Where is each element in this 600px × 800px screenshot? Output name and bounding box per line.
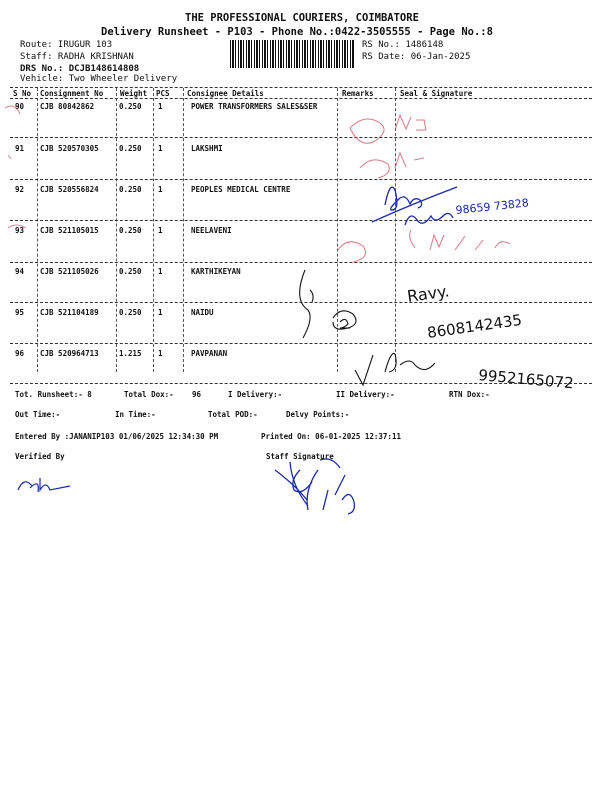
phone-row-96: 9952165072 bbox=[477, 366, 575, 393]
row-pcs: 1 bbox=[158, 267, 163, 276]
staff-label: Staff: RADHA KRISHNAN bbox=[20, 52, 134, 62]
row-pcs: 1 bbox=[158, 144, 163, 153]
row-consignment: CJB 520556824 bbox=[40, 185, 99, 194]
row-pcs: 1 bbox=[158, 102, 163, 111]
row-sno: 92 bbox=[15, 185, 25, 194]
column-divider bbox=[395, 88, 396, 372]
i-delivery: I Delivery:- bbox=[228, 390, 283, 399]
row-pcs: 1 bbox=[158, 349, 163, 358]
row-weight: 0.250 bbox=[119, 185, 142, 194]
out-time: Out Time:- bbox=[15, 410, 61, 419]
note-row-95: Ravy. bbox=[405, 281, 451, 306]
total-dox-label: Total Dox:- bbox=[124, 390, 174, 399]
row-weight: 0.250 bbox=[119, 102, 142, 111]
col-consignment: Consignment No bbox=[40, 89, 104, 98]
row-weight: 0.250 bbox=[119, 226, 142, 235]
row-sno: 95 bbox=[15, 308, 25, 317]
phone-row-95: 8608142435 bbox=[426, 310, 524, 342]
row-separator bbox=[10, 262, 592, 263]
row-consignee: NAIDU bbox=[191, 308, 214, 317]
phone-row-92: 98659 73828 bbox=[454, 196, 530, 217]
row-sno: 90 bbox=[15, 102, 25, 111]
column-divider bbox=[37, 88, 38, 372]
rs-date: RS Date: 06-Jan-2025 bbox=[362, 52, 471, 62]
row-sno: 94 bbox=[15, 267, 25, 276]
delvy-points: Delvy Points:- bbox=[286, 410, 350, 419]
row-separator bbox=[10, 220, 592, 221]
row-consignment: CJB 521105026 bbox=[40, 267, 99, 276]
row-consignment: CJB 521105015 bbox=[40, 226, 99, 235]
column-divider bbox=[337, 88, 338, 372]
drs-number: DRS No.: DCJB148614808 bbox=[20, 64, 140, 74]
rs-number: RS No.: 1486148 bbox=[362, 40, 444, 50]
row-consignee: KARTHIKEYAN bbox=[191, 267, 241, 276]
row-consignee: PAVPANAN bbox=[191, 349, 228, 358]
col-consignee: Consignee Details bbox=[187, 89, 264, 98]
rtn-dox: RTN Dox:- bbox=[449, 390, 490, 399]
table-bottom-rule bbox=[10, 383, 592, 384]
route-label: Route: IRUGUR 103 bbox=[20, 40, 113, 50]
verified-signature bbox=[18, 478, 70, 492]
col-seal-signature: Seal & Signature bbox=[400, 89, 473, 98]
ii-delivery: II Delivery:- bbox=[336, 390, 395, 399]
row-separator bbox=[10, 179, 592, 180]
row-consignment: CJB 521104189 bbox=[40, 308, 99, 317]
column-divider bbox=[116, 88, 117, 372]
row-consignee: PEOPLES MEDICAL CENTRE bbox=[191, 185, 291, 194]
row-consignment: CJB 520570305 bbox=[40, 144, 99, 153]
margin-mark bbox=[5, 106, 26, 228]
entered-by: Entered By :JANANIP103 01/06/2025 12:34:30 PM bbox=[15, 432, 219, 441]
col-weight: Weight bbox=[120, 89, 148, 98]
row-consignment: CJB 80842862 bbox=[40, 102, 95, 111]
row-separator bbox=[10, 137, 592, 138]
total-runsheet: Tot. Runsheet:- 8 bbox=[15, 390, 92, 399]
total-dox-value: 96 bbox=[192, 390, 202, 399]
column-divider bbox=[183, 88, 184, 372]
staff-signature-label: Staff Signature bbox=[266, 452, 334, 461]
row-pcs: 1 bbox=[158, 185, 163, 194]
row-consignee: LAKSHMI bbox=[191, 144, 223, 153]
vehicle-label: Vehicle: Two Wheeler Delivery bbox=[20, 74, 178, 84]
printed-on: Printed On: 06-01-2025 12:37:11 bbox=[261, 432, 401, 441]
staff-signature-mark bbox=[275, 459, 354, 514]
verified-by: Verified By bbox=[15, 452, 65, 461]
barcode bbox=[230, 40, 355, 68]
in-time: In Time:- bbox=[115, 410, 156, 419]
row-weight: 0.250 bbox=[119, 144, 142, 153]
row-consignee: POWER TRANSFORMERS SALES&SER bbox=[191, 102, 318, 111]
header-bottom-rule bbox=[10, 98, 592, 99]
header-top-rule bbox=[10, 87, 592, 88]
col-remarks: Remarks bbox=[342, 89, 374, 98]
col-sno: S No bbox=[13, 89, 32, 98]
row-separator bbox=[10, 343, 592, 344]
row-consignment: CJB 520964713 bbox=[40, 349, 99, 358]
company-name: THE PROFESSIONAL COURIERS, COIMBATORE bbox=[185, 12, 419, 24]
row-sno: 93 bbox=[15, 226, 25, 235]
document-subtitle: Delivery Runsheet - P103 - Phone No.:0422-3505555 - Page No.:8 bbox=[101, 26, 493, 38]
row-sno: 96 bbox=[15, 349, 25, 358]
row-consignee: NEELAVENI bbox=[191, 226, 232, 235]
signature-row-94-95 bbox=[300, 270, 435, 385]
row-sno: 91 bbox=[15, 144, 25, 153]
row-weight: 0.250 bbox=[119, 267, 142, 276]
row-pcs: 1 bbox=[158, 226, 163, 235]
column-divider bbox=[153, 88, 154, 372]
row-separator bbox=[10, 302, 592, 303]
total-pod: Total POD:- bbox=[208, 410, 258, 419]
row-pcs: 1 bbox=[158, 308, 163, 317]
row-weight: 1.215 bbox=[119, 349, 142, 358]
row-weight: 0.250 bbox=[119, 308, 142, 317]
col-pcs: PCS bbox=[156, 89, 170, 98]
